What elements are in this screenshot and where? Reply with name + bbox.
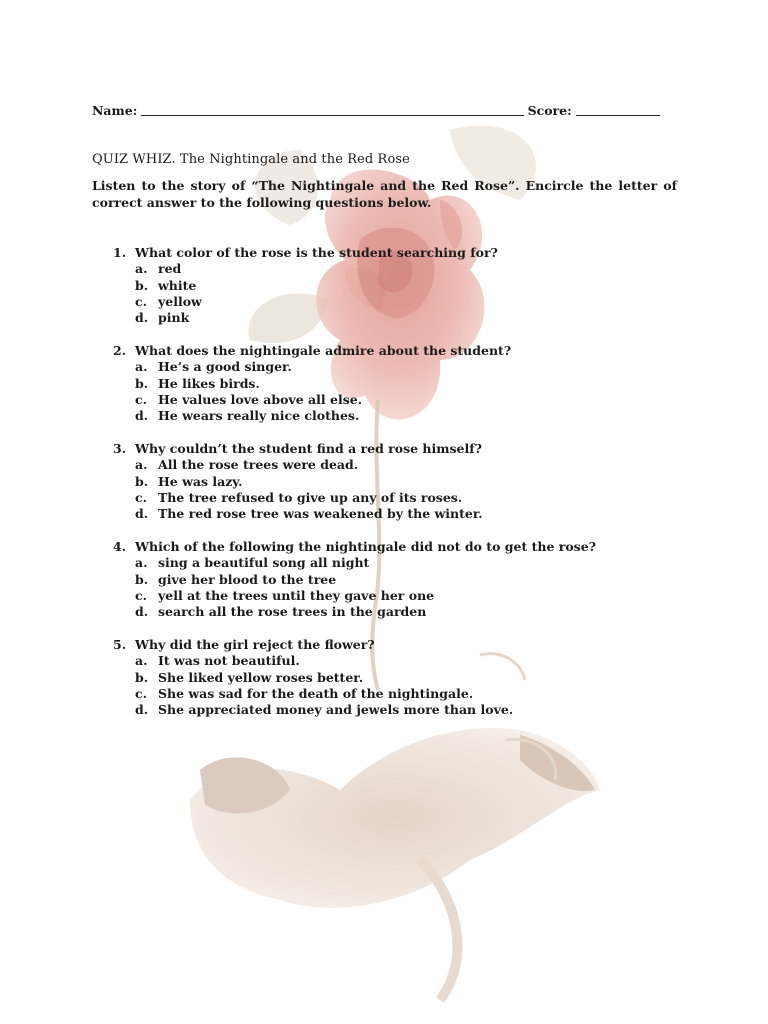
- choice-list: [135, 261, 633, 326]
- choice-item[interactable]: [135, 261, 633, 277]
- choice-list: [135, 359, 633, 424]
- choice-item[interactable]: [135, 572, 633, 588]
- choice-item[interactable]: [135, 408, 633, 424]
- score-blank-field[interactable]: [576, 103, 660, 116]
- choice-text: yell at the trees until they gave her one: [158, 587, 435, 603]
- choice-item[interactable]: [135, 604, 633, 620]
- choice-letter: d.: [135, 408, 149, 424]
- choice-item[interactable]: [135, 278, 633, 294]
- choice-item[interactable]: [135, 376, 633, 392]
- choice-text: He’s a good singer.: [158, 359, 292, 375]
- choice-text: All the rose trees were dead.: [158, 457, 359, 473]
- choice-letter: c.: [135, 293, 147, 309]
- question-number: 2.: [113, 342, 127, 358]
- choice-letter: c.: [135, 489, 147, 505]
- question-text: Why did the girl reject the flower?: [135, 636, 375, 652]
- question-text: What color of the rose is the student searching for?: [135, 245, 498, 260]
- choice-text: It was not beautiful.: [158, 653, 300, 669]
- choice-text: She was sad for the death of the nightingale.: [158, 685, 474, 701]
- choice-item[interactable]: [135, 555, 633, 571]
- choice-text: She liked yellow roses better.: [158, 669, 364, 685]
- choice-item[interactable]: [135, 359, 633, 375]
- choice-letter: d.: [135, 310, 149, 326]
- question-number: 4.: [113, 538, 127, 554]
- choice-item[interactable]: [135, 588, 633, 604]
- choice-list: [135, 555, 633, 620]
- choice-item[interactable]: [135, 506, 633, 522]
- choice-text: She appreciated money and jewels more than love.: [158, 702, 514, 718]
- question-number: 3.: [113, 440, 127, 456]
- choice-list: [135, 457, 633, 522]
- choice-list: [135, 653, 633, 718]
- choice-letter: b.: [135, 375, 149, 391]
- choice-letter: b.: [135, 277, 149, 293]
- choice-item[interactable]: [135, 490, 633, 506]
- choice-item[interactable]: [135, 702, 633, 718]
- choice-text: The red rose tree was weakened by the winter.: [158, 506, 483, 522]
- choice-letter: b.: [135, 669, 149, 685]
- question-2: [113, 343, 633, 424]
- choice-item[interactable]: [135, 670, 633, 686]
- choice-text: sing a beautiful song all night: [158, 555, 370, 571]
- question-list: [113, 245, 633, 735]
- choice-letter: a.: [135, 457, 148, 473]
- choice-letter: c.: [135, 587, 147, 603]
- choice-letter: d.: [135, 604, 149, 620]
- choice-text: He likes birds.: [158, 375, 260, 391]
- header-line: [92, 103, 664, 118]
- instructions: Listen to the story of “The Nightingale and the Red Rose”. Encircle the letter of correct answer to the following questions below.: [92, 178, 677, 210]
- choice-item[interactable]: [135, 392, 633, 408]
- choice-item[interactable]: [135, 294, 633, 310]
- choice-item[interactable]: [135, 457, 633, 473]
- choice-text: He values love above all else.: [158, 391, 363, 407]
- score-label: Score:: [527, 103, 572, 118]
- choice-letter: c.: [135, 391, 147, 407]
- choice-text: The tree refused to give up any of its roses.: [158, 489, 463, 505]
- choice-text: red: [158, 261, 182, 277]
- choice-item[interactable]: [135, 310, 633, 326]
- question-number: 5.: [113, 636, 127, 652]
- question-5: [113, 637, 633, 718]
- question-text: Which of the following the nightingale did not do to get the rose?: [135, 538, 596, 554]
- choice-text: give her blood to the tree: [158, 571, 337, 587]
- choice-letter: b.: [135, 571, 149, 587]
- choice-text: white: [158, 277, 197, 293]
- choice-letter: d.: [135, 506, 149, 522]
- choice-item[interactable]: [135, 653, 633, 669]
- choice-letter: c.: [135, 685, 147, 701]
- choice-text: search all the rose trees in the garden: [158, 604, 427, 620]
- name-blank-field[interactable]: [141, 103, 523, 116]
- question-1: [113, 245, 633, 326]
- choice-letter: b.: [135, 473, 149, 489]
- choice-text: yellow: [158, 293, 202, 309]
- choice-letter: a.: [135, 359, 148, 375]
- question-4: [113, 539, 633, 620]
- choice-letter: a.: [135, 653, 148, 669]
- choice-text: He was lazy.: [158, 473, 243, 489]
- choice-item[interactable]: [135, 686, 633, 702]
- choice-text: pink: [158, 310, 190, 326]
- choice-item[interactable]: [135, 474, 633, 490]
- question-3: [113, 441, 633, 522]
- quiz-title: QUIZ WHIZ. The Nightingale and the Red Rose: [92, 152, 410, 167]
- choice-letter: d.: [135, 702, 149, 718]
- question-text: Why couldn’t the student find a red rose himself?: [135, 440, 482, 456]
- choice-letter: a.: [135, 555, 148, 571]
- name-label: Name:: [92, 103, 138, 118]
- choice-letter: a.: [135, 261, 148, 277]
- question-text: What does the nightingale admire about the student?: [135, 342, 512, 358]
- choice-text: He wears really nice clothes.: [158, 408, 360, 424]
- question-number: 1.: [113, 245, 127, 260]
